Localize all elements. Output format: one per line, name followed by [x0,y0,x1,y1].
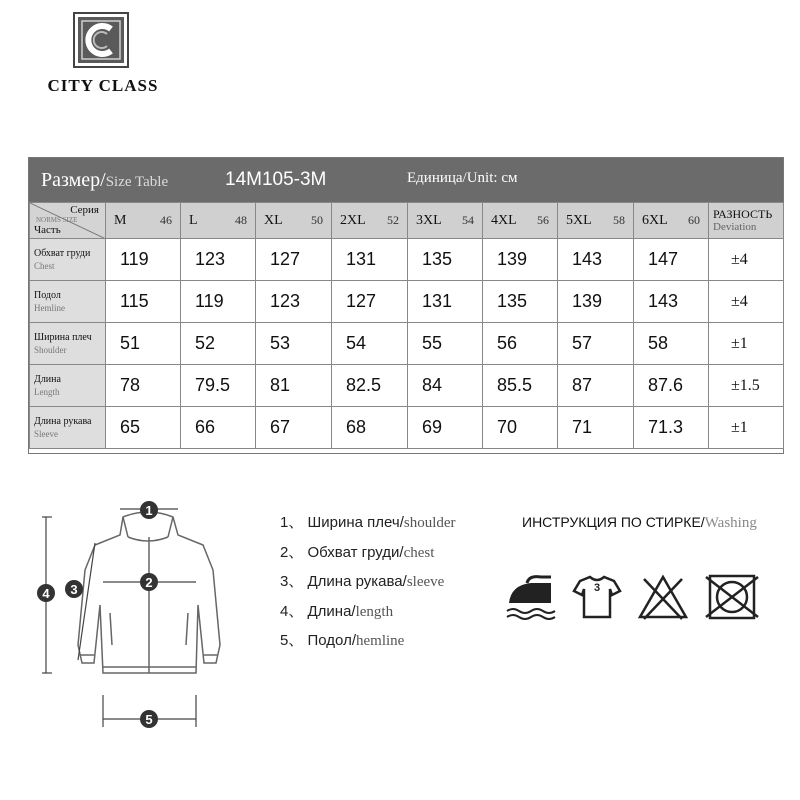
legend-item: 1、 Ширина плеч/shoulder [280,514,456,531]
table-cell: 65 [106,407,181,449]
table-cell: 57 [558,323,634,365]
table-row [30,281,784,323]
washing-title: ИНСТРУКЦИЯ ПО СТИРКЕ/Washing [522,514,757,531]
table-cell: 84 [408,365,483,407]
no-tumble-dry-icon [704,573,760,626]
table-header-row [30,203,784,239]
unit-label: Единица/Unit: см [407,170,518,186]
row-label: Длина Length [30,365,106,407]
hand-wash-icon [572,573,622,626]
legend-item: 2、 Обхват груди/chest [280,543,435,561]
table-row [30,407,784,449]
marker-3: 3 [70,582,78,597]
marker-5: 5 [145,712,153,727]
deviation-cell: ±4 [709,281,784,323]
table-cell: 53 [256,323,332,365]
jacket-outline-icon [28,495,263,750]
marker-4: 4 [42,586,50,601]
table-cell: 52 [181,323,256,365]
legend-item: 5、 Подол/hemline [280,632,405,649]
row-label: Обхват груди Chest [30,239,106,281]
table-cell: 85.5 [483,365,558,407]
table-cell: 54 [332,323,408,365]
table-cell: 123 [256,281,332,323]
table-row [30,365,784,407]
deviation-cell: ±1.5 [709,365,784,407]
deviation-cell: ±1 [709,323,784,365]
marker-2: 2 [145,575,153,590]
title-en: Size Table [105,174,169,190]
table-cell: 56 [483,323,558,365]
marker-1: 1 [145,503,153,518]
corner-norms: NORMS SIZE [36,216,78,224]
table-cell: 87.6 [634,365,709,407]
deviation-cell: ±4 [709,239,784,281]
legend-item: 4、 Длина/length [280,602,394,620]
size-header: L 48 [181,203,256,239]
legend-item: 3、 Длина рукава/sleeve [280,573,445,590]
table-cell: 68 [332,407,408,449]
diagram-markers [37,501,158,728]
table-cell: 79.5 [181,365,256,407]
logo-emblem-icon [73,12,129,68]
table-cell: 127 [332,281,408,323]
deviation-cell: ±1 [709,407,784,449]
table-cell: 78 [106,365,181,407]
table-cell: 123 [181,239,256,281]
measurement-legend [280,511,456,659]
table-cell: 147 [634,239,709,281]
table-cell: 131 [408,281,483,323]
deviation-header: РАЗНОСТЬ Deviation [709,203,784,239]
table-cell: 55 [408,323,483,365]
table-cell: 87 [558,365,634,407]
table-cell: 135 [408,239,483,281]
iron-icon [505,573,557,626]
table-cell: 131 [332,239,408,281]
no-bleach-icon [636,573,690,626]
table-cell: 115 [106,281,181,323]
size-header: M 46 [106,203,181,239]
row-label: Подол Hemline [30,281,106,323]
size-header: XL 50 [256,203,332,239]
table-cell: 69 [408,407,483,449]
table-cell: 66 [181,407,256,449]
row-label: Ширина плеч Shoulder [30,323,106,365]
table-row [30,239,784,281]
table-cell: 127 [256,239,332,281]
svg-text:3: 3 [593,582,601,594]
table-cell: 143 [558,239,634,281]
table-cell: 135 [483,281,558,323]
table-header [29,158,783,202]
title-ru: Размер/ [41,169,106,191]
table-title [41,169,168,192]
table-cell: 119 [106,239,181,281]
table-cell: 58 [634,323,709,365]
table-cell: 139 [483,239,558,281]
size-header: 3XL 54 [408,203,483,239]
size-header: 4XL 56 [483,203,558,239]
corner-cell [30,203,106,239]
table-cell: 143 [634,281,709,323]
table-cell: 119 [181,281,256,323]
size-table [28,157,784,454]
table-cell: 70 [483,407,558,449]
table-cell: 51 [106,323,181,365]
model-number: 14M105-3M [225,169,327,190]
table-cell: 71 [558,407,634,449]
brand-logo [73,12,129,68]
jacket-diagram [28,495,263,750]
table-cell: 71.3 [634,407,709,449]
size-header: 2XL 52 [332,203,408,239]
corner-seria: Серия [70,204,99,216]
corner-chast: Часть [34,224,61,236]
brand-name: CITY CLASS [47,76,159,95]
table-cell: 67 [256,407,332,449]
row-label: Длина рукава Sleeve [30,407,106,449]
table-cell: 82.5 [332,365,408,407]
table-row [30,323,784,365]
table-cell: 139 [558,281,634,323]
table-cell: 81 [256,365,332,407]
measurements-table [29,202,784,449]
size-header: 5XL 58 [558,203,634,239]
size-header: 6XL 60 [634,203,709,239]
